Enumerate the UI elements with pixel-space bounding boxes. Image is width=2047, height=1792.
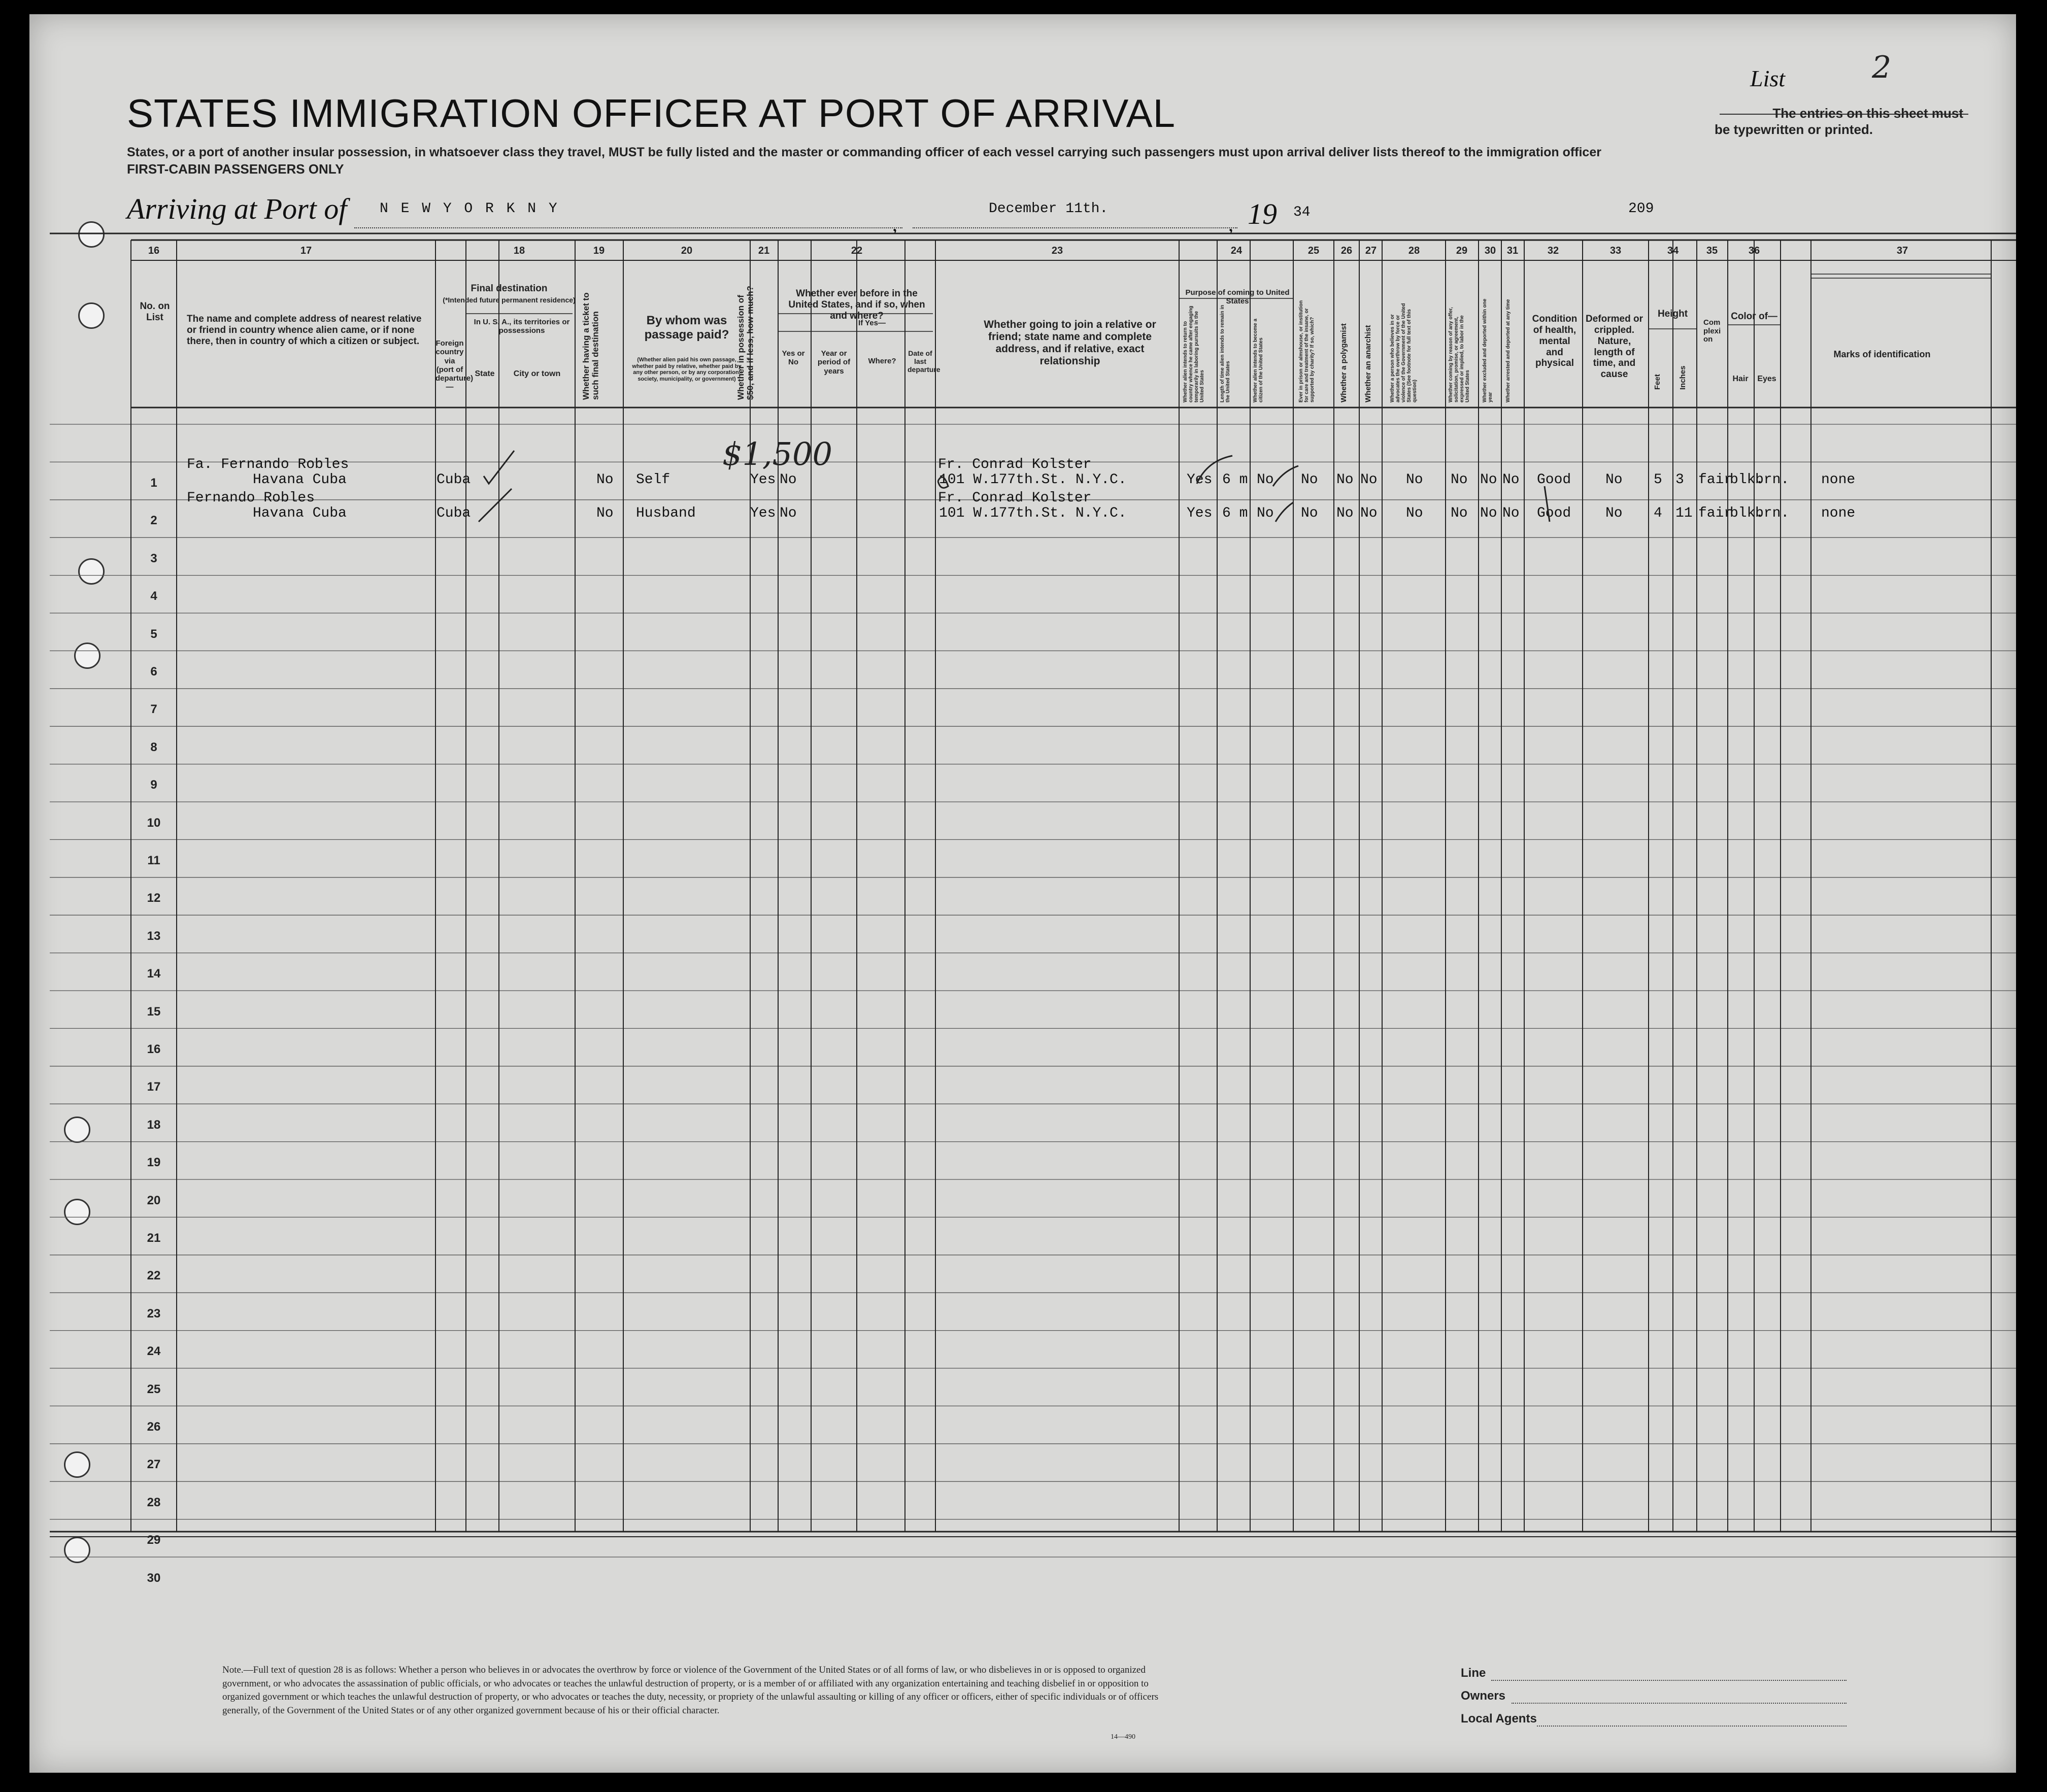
row-number: 17: [147, 1080, 161, 1094]
form-number: 14—490: [1111, 1733, 1135, 1741]
cell-anarchist: No: [1360, 472, 1378, 488]
cell-hair: blk.: [1730, 472, 1764, 488]
cell-foreign: Cuba: [437, 505, 471, 521]
header-prison: Ever in prison or almshouse, or institution for care and treatment of the insane, or supported by charity? If so, which?: [1298, 300, 1315, 402]
cell-name: Fernando Robles: [187, 490, 315, 506]
cell-complexion: fair: [1698, 505, 1733, 521]
cell-c28: No: [1406, 505, 1423, 521]
cell-inches: 11: [1675, 505, 1693, 521]
footnote: Note.—Full text of question 28 is as follows: Whether a person who believes in or advocates the overthrow by force or violence of the Government of the United States or of all forms of law, or who disbelieves in or is opposed to organized government, or who advocates the assassination of public officials, or who advocates or teaches the unlawful destruction of property, or is a member of or affiliated with any organization entertaining and teaching disbelief in or opposition to organized government or which teaches the unlawful destruction of property, or who advocates or teaches the duty, necessity, or propriety of the unlawful assaulting or killing of any officer or officers, either of specific individuals or of officers generally, of the Government of the United States or of any other organized government because of his or their official character.: [222, 1665, 1159, 1716]
year-prefix: 19: [1248, 197, 1277, 230]
list-label: List: [1750, 65, 1786, 91]
header-eyes: Eyes: [1757, 375, 1776, 383]
row-number: 13: [147, 929, 161, 943]
row-number: 1: [150, 476, 157, 490]
cell-join2: 101 W.177th.St. N.Y.C.: [939, 505, 1127, 521]
header-question-28: Whether a person who believes in or advocates the overthrow by force or violence of the Government of the United States (See footnote for full text of this question): [1390, 303, 1418, 402]
instruction-text: States, or a port of another insular possession, in whatsoever class they travel, MUST be fully listed and the master or commanding officer of each vessel carrying such passengers must upon arrival deliver lists thereof to the immigration officer: [127, 145, 1601, 159]
cell-citizen: No: [1257, 472, 1274, 488]
header-purpose: Purpose of coming to United States: [1185, 288, 1290, 306]
header-ever-before: Whether ever before in the United States, and if so, when and where?: [788, 288, 925, 321]
agents-rule: [1537, 1726, 1847, 1727]
cell-anarchist: No: [1360, 505, 1378, 521]
cell-money: Yes: [750, 505, 776, 521]
header-question-29: Whether coming by reason of any offer, solicitation, promise, or agreement, expressed or implied, to labor in the United States: [1448, 307, 1470, 402]
cell-hair: blk.: [1730, 505, 1764, 521]
header-final-destination-note: (*Intended future permanent residence): [443, 296, 576, 304]
arriving-label: Arriving at Port of: [127, 192, 347, 225]
line-rule: [1491, 1680, 1847, 1681]
column-number: 31: [1506, 245, 1519, 256]
column-number: 27: [1365, 245, 1377, 256]
cell-eyes: brn.: [1755, 505, 1790, 521]
cell-inches: 3: [1675, 472, 1684, 488]
column-number: 35: [1706, 245, 1718, 256]
header-city: City or town: [513, 369, 561, 378]
row-number: 27: [147, 1458, 161, 1472]
column-number: 18: [513, 245, 525, 256]
row-number: 26: [147, 1420, 161, 1434]
cell-feet: 4: [1654, 505, 1662, 521]
column-number: 32: [1547, 245, 1559, 256]
row-number: 22: [147, 1269, 161, 1283]
cell-purpose: Yes: [1187, 505, 1213, 521]
row-number: 14: [147, 967, 161, 981]
column-number: 24: [1230, 245, 1243, 256]
owners-label: Owners: [1461, 1689, 1506, 1703]
column-number: 37: [1896, 245, 1908, 256]
row-number: 12: [147, 891, 161, 905]
column-number: 30: [1484, 245, 1496, 256]
cell-ticket: No: [596, 505, 614, 521]
header-hair: Hair: [1732, 375, 1749, 383]
row-number: 16: [147, 1042, 161, 1056]
header-foreign-country: Foreign country via (port of departure)—: [435, 339, 474, 392]
header-no-on-list: No. on List: [140, 301, 170, 323]
column-number: 34: [1667, 245, 1679, 256]
column-number: 16: [148, 245, 160, 256]
row-number: 3: [150, 551, 157, 565]
cell-address: Havana Cuba: [253, 472, 347, 488]
header-purpose-b: Length of time alien intends to remain in the United States: [1220, 305, 1231, 402]
header-color-of: Color of—: [1731, 311, 1777, 322]
row-number: 25: [147, 1382, 161, 1396]
cell-marks: none: [1821, 472, 1856, 488]
header-if-yes: If Yes—: [858, 319, 886, 327]
header-purpose-a: Whether alien intends to return to country whence he came after engaging temporarily in laboring pursuits in the United States: [1183, 306, 1205, 402]
page-title: STATES IMMIGRATION OFFICER AT PORT OF ARRIVAL: [127, 91, 1176, 136]
header-ticket: Whether having a ticket to such final destination: [581, 292, 600, 400]
cell-paid_by: Husband: [636, 505, 696, 521]
cell-eyes: brn.: [1755, 472, 1790, 488]
sheet-number: 209: [1628, 201, 1654, 217]
cell-health: Good: [1537, 472, 1571, 488]
column-number: 25: [1307, 245, 1320, 256]
row-number: 4: [150, 589, 157, 603]
header-inches: Inches: [1679, 365, 1687, 390]
corner-note-1: The entries on this sheet must: [1772, 106, 1963, 121]
row-number: 10: [147, 816, 161, 830]
comma: ,: [892, 213, 897, 235]
date-value: December 11th.: [989, 201, 1109, 217]
header-passage-paid: By whom was passage paid?: [644, 314, 729, 342]
cell-c31: No: [1502, 472, 1520, 488]
row-number: 5: [150, 627, 157, 641]
column-number: 28: [1408, 245, 1420, 256]
header-where: Where?: [868, 357, 896, 365]
cell-marks: none: [1821, 505, 1856, 521]
header-question-30: Whether excluded and deported within one year: [1482, 298, 1493, 402]
column-number: 19: [593, 245, 605, 256]
header-health: Condition of health, mental and physical: [1532, 314, 1578, 369]
row-number: 23: [147, 1306, 161, 1321]
column-number: 20: [681, 245, 693, 256]
column-number: 22: [851, 245, 863, 256]
cell-join1: Fr. Conrad Kolster: [938, 490, 1092, 506]
header-final-destination: Final destination: [471, 283, 548, 294]
cell-before: No: [780, 505, 797, 521]
year-suffix: 34: [1293, 205, 1311, 220]
column-number: 33: [1609, 245, 1622, 256]
header-in-usa: In U. S. A., its territories or possessions: [474, 318, 570, 335]
cell-deformed: No: [1605, 472, 1623, 488]
cell-name: Fa. Fernando Robles: [187, 457, 349, 472]
cell-join1: Fr. Conrad Kolster: [938, 457, 1092, 472]
class-note: FIRST-CABIN PASSENGERS ONLY: [127, 161, 344, 177]
row-number: 18: [147, 1118, 161, 1132]
cell-purpose: Yes: [1187, 472, 1213, 488]
row-number: 11: [147, 854, 160, 867]
header-state: State: [475, 369, 495, 378]
handwritten-amount: $1,500: [722, 435, 832, 472]
header-nearest-relative: The name and complete address of nearest relative or friend in country whence alien came, or if none there, then in country of which a citizen or subject.: [187, 314, 422, 347]
column-number: 23: [1051, 245, 1063, 256]
port-value: N E W Y O R K N Y: [380, 201, 559, 217]
cell-foreign: Cuba: [437, 472, 471, 488]
cell-c28: No: [1406, 472, 1423, 488]
row-number: 21: [147, 1231, 161, 1245]
cell-polygamist: No: [1336, 505, 1354, 521]
row-number: 19: [147, 1156, 161, 1170]
row-number: 30: [147, 1571, 161, 1585]
header-marks: Marks of identification: [1833, 349, 1931, 359]
cell-length: 6 m: [1222, 472, 1248, 488]
row-number: 9: [150, 778, 157, 792]
header-feet: Feet: [1653, 374, 1662, 390]
row-number: 20: [147, 1193, 161, 1207]
cell-deformed: No: [1605, 505, 1623, 521]
cell-prison: No: [1301, 505, 1318, 521]
header-fifty-dollars: Whether in possession of $50, and if less, how much?: [736, 286, 755, 400]
cell-c30: No: [1480, 472, 1497, 488]
row-number: 2: [150, 514, 157, 528]
header-anarchist: Whether an anarchist: [1364, 325, 1372, 402]
column-number: 29: [1456, 245, 1468, 256]
header-passage-note: (Whether alien paid his own passage, whether paid by relative, whether paid by any other person, or by any corporation, society, municipality, or government): [632, 357, 742, 382]
cell-length: 6 m: [1222, 505, 1248, 521]
cell-address: Havana Cuba: [253, 505, 347, 521]
header-complexion: Complexion: [1703, 318, 1721, 344]
row-number: 28: [147, 1495, 161, 1509]
cell-prison: No: [1301, 472, 1318, 488]
cell-c29: No: [1451, 505, 1468, 521]
header-polygamist: Whether a polygamist: [1339, 323, 1348, 402]
row-number: 24: [147, 1344, 161, 1359]
list-number: 2: [1872, 50, 1892, 85]
header-purpose-c: Whether alien intends to become a citizen of the United States: [1253, 318, 1264, 402]
cell-ticket: No: [596, 472, 614, 488]
cell-c29: No: [1451, 472, 1468, 488]
row-number: 6: [150, 665, 157, 679]
local-agents-label: Local Agents: [1461, 1712, 1537, 1726]
column-number: 17: [300, 245, 312, 256]
cell-complexion: fair: [1698, 472, 1733, 488]
line-label: Line: [1461, 1666, 1486, 1680]
row-number: 7: [150, 702, 157, 717]
handwritten-ticks: [29, 14, 2016, 1773]
cell-money: Yes: [750, 472, 776, 488]
row-number: 8: [150, 740, 157, 754]
column-number: 36: [1748, 245, 1760, 256]
cell-join2: 101 W.177th.St. N.Y.C.: [939, 472, 1127, 488]
header-deformed: Deformed or crippled. Nature, length of time, and cause: [1586, 314, 1643, 380]
cell-paid_by: Self: [636, 472, 670, 488]
column-number: 26: [1340, 245, 1353, 256]
cell-before: No: [780, 472, 797, 488]
header-question-31: Whether arrested and deported at any time: [1505, 299, 1511, 402]
header-height: Height: [1657, 309, 1688, 319]
owners-rule: [1512, 1703, 1847, 1704]
corner-note-2: be typewritten or printed.: [1715, 122, 1873, 137]
cell-polygamist: No: [1336, 472, 1354, 488]
cell-citizen: No: [1257, 505, 1274, 521]
row-number: 29: [147, 1533, 161, 1547]
row-number: 15: [147, 1004, 161, 1019]
header-yes-or-no: Yes or No: [782, 349, 805, 367]
cell-c30: No: [1480, 505, 1497, 521]
manifest-sheet: [29, 14, 2016, 1773]
column-number: 21: [758, 245, 770, 256]
cell-health: Good: [1537, 505, 1571, 521]
header-going-to-join: Whether going to join a relative or friend; state name and complete address, and if relative, exact relationship: [984, 319, 1156, 367]
cell-c31: No: [1502, 505, 1520, 521]
cell-feet: 5: [1654, 472, 1662, 488]
header-years: Year or period of years: [817, 349, 851, 376]
comma-2: ,: [1228, 213, 1233, 235]
header-date-departure: Date of last departure: [908, 349, 941, 374]
